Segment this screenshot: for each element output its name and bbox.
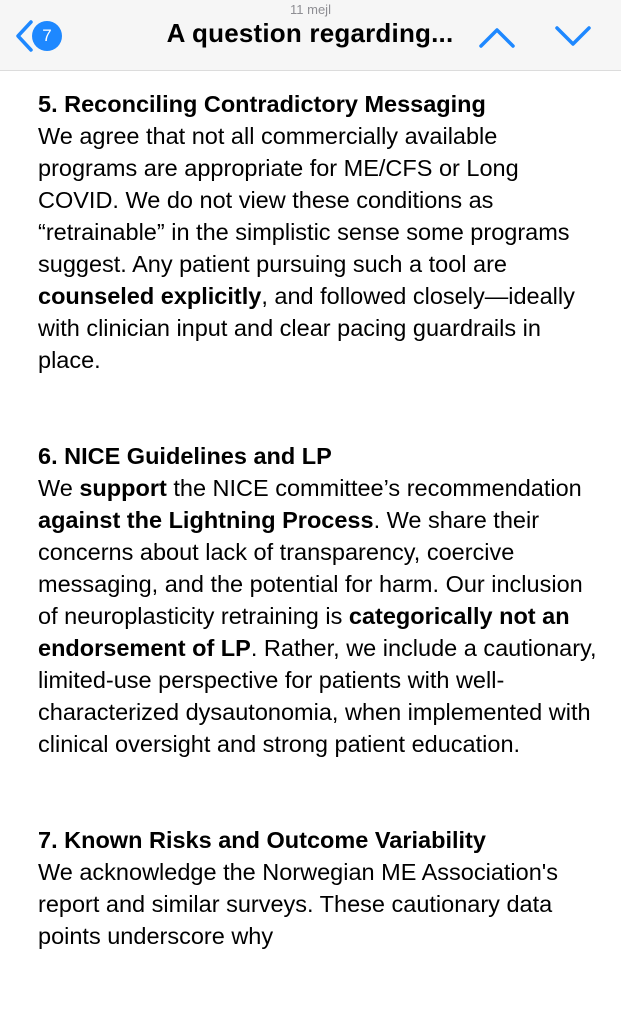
text-run: . We share their concerns about lack of transparency, coercive messaging, and the potential for harm. Our inclusion of neuroplasticity retraining is (38, 507, 583, 629)
page-title: A question regarding... (166, 18, 454, 48)
section-heading: 7. Known Risks and Outcome Variability (38, 827, 486, 853)
text-run: , and followed closely—ideally with clinician input and clear pacing guardrails in place. (38, 283, 575, 373)
section-paragraph (38, 120, 598, 376)
section-nice-guidelines (38, 440, 598, 760)
previous-message-button[interactable] (476, 22, 518, 52)
chevron-up-icon (476, 22, 518, 52)
bold-text-run: counseled explicitly (38, 283, 262, 309)
back-button[interactable] (10, 18, 86, 54)
chevron-left-icon (14, 19, 34, 53)
section-reconciling-messaging (38, 88, 598, 376)
section-heading: 5. Reconciling Contradictory Messaging (38, 91, 486, 117)
bold-text-run: categorically not an endorsement of LP (38, 603, 570, 661)
bold-text-run: support (79, 475, 167, 501)
text-run: We acknowledge the Norwegian ME Association's report and similar surveys. These cautionary data points underscore why (38, 859, 559, 949)
text-run: . Rather, we include a cautionary, limited-use perspective for patients with well-characterized dysautonomia, when implemented with clinical oversight and strong patient education. (38, 635, 597, 757)
unread-count-badge: 7 (32, 21, 62, 51)
section-known-risks (38, 824, 598, 952)
next-message-button[interactable] (552, 22, 594, 52)
text-run: We (38, 475, 80, 501)
text-run: We agree that not all commercially available programs are appropriate for ME/CFS or Long COVID. We do not view these conditions as “retrainable” in the simplistic sense some programs suggest. Any patient pursuing such a tool are (38, 123, 570, 277)
bold-text-run: against the Lightning Process (38, 507, 374, 533)
message-count-label: 11 mejl (290, 2, 331, 17)
section-heading: 6. NICE Guidelines and LP (38, 443, 332, 469)
message-body (38, 88, 598, 952)
section-paragraph (38, 856, 598, 952)
section-paragraph (38, 472, 598, 760)
chevron-down-icon (552, 22, 594, 52)
navigation-bar (0, 0, 621, 71)
text-run: the NICE committee’s recommendation (166, 475, 582, 501)
